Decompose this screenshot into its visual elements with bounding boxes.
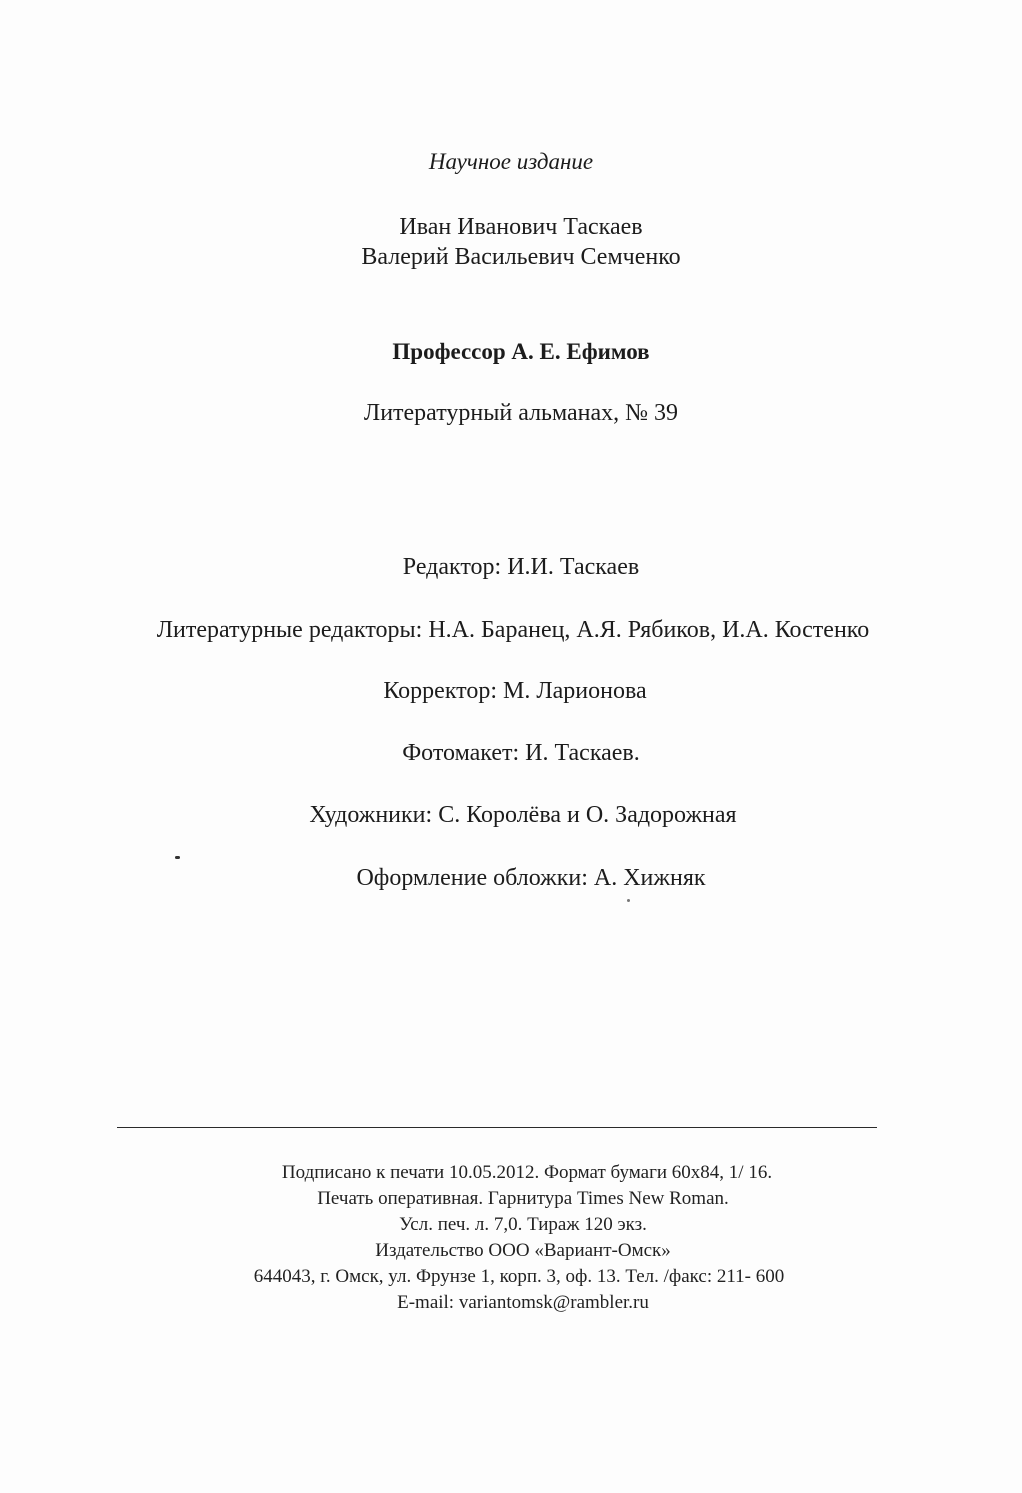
credit-cover-design: Оформление обложки: А. Хижняк (356, 865, 706, 891)
imprint-line-email: E-mail: variantomsk@rambler.ru (397, 1292, 649, 1313)
author-name-1: Иван Иванович Таскаев (399, 214, 643, 240)
credit-proofreader: Корректор: М. Ларионова (383, 678, 647, 704)
book-title: Профессор А. Е. Ефимов (392, 339, 650, 364)
author-name-2: Валерий Васильевич Семченко (361, 244, 681, 270)
print-speck (627, 899, 630, 902)
credit-literary-editors: Литературные редакторы: Н.А. Баранец, А.Я. Рябиков, И.А. Костенко (156, 617, 870, 643)
imprint-line-run: Усл. печ. л. 7,0. Тираж 120 экз. (399, 1214, 647, 1235)
imprint-line-printing: Печать оперативная. Гарнитура Times New Roman. (317, 1188, 729, 1209)
publication-genre: Научное издание (428, 149, 594, 174)
credit-photo-layout: Фотомакет: И. Таскаев. (402, 740, 640, 766)
series-name: Литературный альманах, № 39 (363, 400, 679, 426)
credit-artists: Художники: С. Королёва и О. Задорожная (309, 802, 737, 828)
divider-line (117, 1127, 877, 1128)
imprint-line-publisher: Издательство ООО «Вариант-Омск» (375, 1240, 671, 1261)
imprint-line-signed: Подписано к печати 10.05.2012. Формат бумаги 60x84, 1/ 16. (281, 1162, 773, 1183)
imprint-line-address: 644043, г. Омск, ул. Фрунзе 1, корп. 3, оф. 13. Тел. /факс: 211- 600 (253, 1266, 785, 1287)
print-speck (175, 856, 180, 859)
credit-editor: Редактор: И.И. Таскаев (402, 554, 640, 580)
